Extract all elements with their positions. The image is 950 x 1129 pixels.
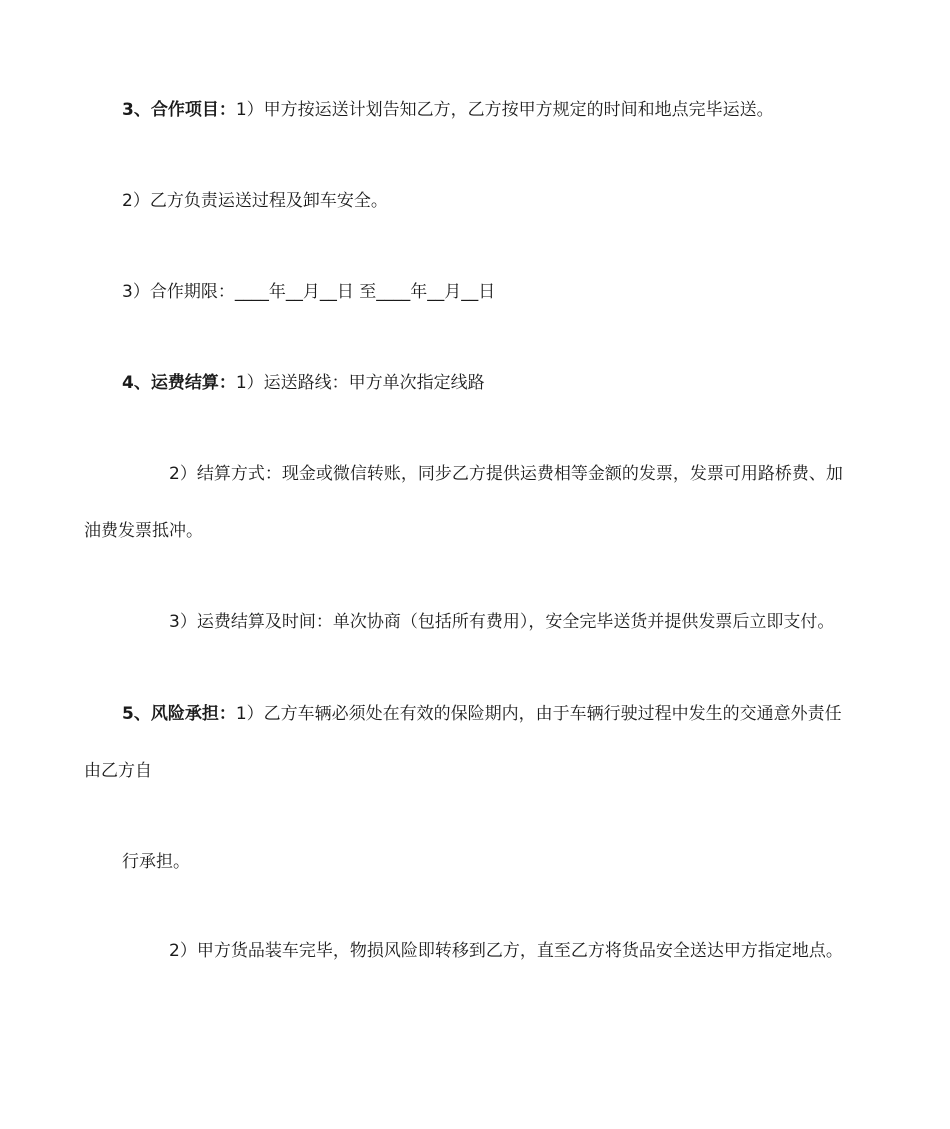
section-4-line xyxy=(122,371,485,395)
section-5-item-1-line-3: 行承担。 xyxy=(122,852,190,872)
section-4-item-1: 1）运送路线：甲方单次指定线路 xyxy=(235,373,485,393)
section-3-item-2: 2）乙方负责运送过程及卸车安全。 xyxy=(122,191,388,211)
section-3-item-3: 3）合作期限：____年__月__日 至____年__月__日 xyxy=(122,282,496,302)
section-5-line xyxy=(122,702,842,726)
section-4-heading: 4、运费结算： xyxy=(122,373,236,393)
section-4-item-2-line-2: 油费发票抵冲。 xyxy=(84,521,203,541)
section-5-item-2: 2）甲方货品装车完毕，物损风险即转移到乙方，直至乙方将货品安全送达甲方指定地点。 xyxy=(169,941,843,961)
section-4-item-2-line-1: 2）结算方式：现金或微信转账，同步乙方提供运费相等金额的发票，发票可用路桥费、加 xyxy=(169,464,843,484)
section-3-item-1: 1）甲方按运送计划告知乙方，乙方按甲方规定的时间和地点完毕运送。 xyxy=(235,100,774,120)
section-5-item-1-line-1: 1）乙方车辆必须处在有效的保险期内，由于车辆行驶过程中发生的交通意外责任 xyxy=(235,704,842,724)
section-3-line xyxy=(122,98,774,122)
section-4-item-3: 3）运费结算及时间：单次协商（包括所有费用），安全完毕送货并提供发票后立即支付。 xyxy=(169,612,835,632)
section-5-heading: 5、风险承担： xyxy=(122,704,236,724)
section-3-heading: 3、合作项目： xyxy=(122,100,236,120)
section-5-item-1-line-2: 由乙方自 xyxy=(84,761,152,781)
